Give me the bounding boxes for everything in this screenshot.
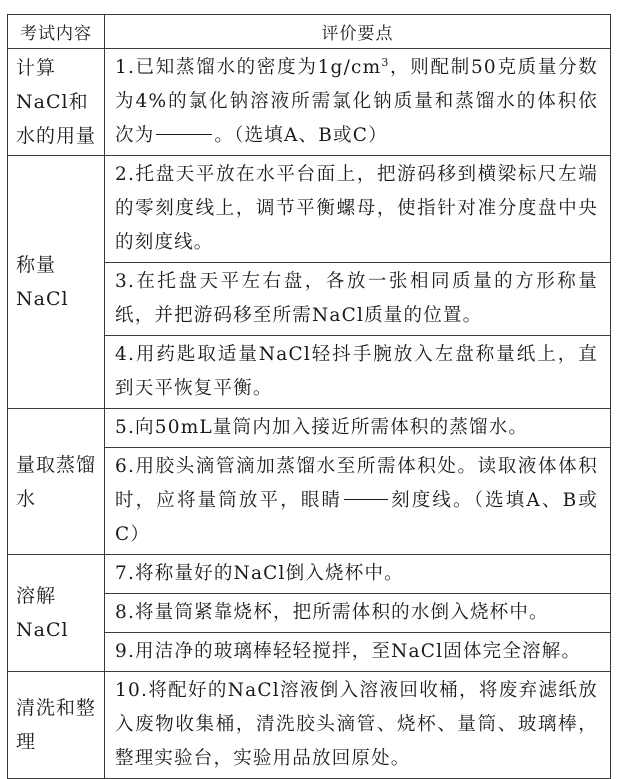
- category-weigh-nacl: 称量NaCl: [8, 156, 105, 409]
- item-6-text-b: 刻度线。（选填A、B或C）: [115, 490, 599, 545]
- header-row: [8, 15, 611, 49]
- answer-blank-1: [156, 133, 212, 135]
- header-evaluation-points: 评价要点: [105, 15, 611, 49]
- item-1-superscript: 3: [381, 55, 390, 69]
- item-1-text-c: 。（选填A、B或C）: [214, 125, 388, 146]
- evaluation-item-9: 9.用洁净的玻璃棒轻轻搅拌，至NaCl固体完全溶解。: [105, 633, 611, 672]
- table-row: [8, 156, 611, 263]
- table-row: [8, 49, 611, 156]
- category-calc-nacl-water: 计算NaCl和水的用量: [8, 49, 105, 156]
- evaluation-table: [7, 14, 611, 779]
- category-clean-and-tidy: 清洗和整理: [8, 672, 105, 779]
- evaluation-item-8: 8.将量筒紧靠烧杯，把所需体积的水倒入烧杯中。: [105, 594, 611, 633]
- category-dissolve-nacl: 溶解NaCl: [8, 555, 105, 672]
- evaluation-item-3: 3.在托盘天平左右盘，各放一张相同质量的方形称量纸，并把游码移至所需NaCl质量的位置。: [105, 263, 611, 336]
- table-row: [8, 409, 611, 448]
- evaluation-item-7: 7.将称量好的NaCl倒入烧杯中。: [105, 555, 611, 594]
- evaluation-item-2: 2.托盘天平放在水平台面上，把游码移到横梁标尺左端的零刻度线上，调节平衡螺母，使指针对准分度盘中央的刻度线。: [105, 156, 611, 263]
- table-row: [8, 555, 611, 594]
- header-exam-content: 考试内容: [8, 15, 105, 49]
- evaluation-item-10: 10.将配好的NaCl溶液倒入溶液回收桶，将废弃滤纸放入废物收集桶，清洗胶头滴管、烧杯、量筒、玻璃棒，整理实验台，实验用品放回原处。: [105, 672, 611, 779]
- table-row: [8, 672, 611, 779]
- item-1-text-a: 1.已知蒸馏水的密度为1g/cm: [115, 57, 382, 78]
- evaluation-item-6: [105, 448, 611, 555]
- answer-blank-2: [344, 498, 388, 500]
- evaluation-item-5: 5.向50mL量筒内加入接近所需体积的蒸馏水。: [105, 409, 611, 448]
- item-6-text-a: 6.用胶头滴管滴加蒸馏水至所需体积处。读取液体体积时，应将量筒放平，眼睛: [115, 456, 598, 511]
- evaluation-item-4: 4.用药匙取适量NaCl轻抖手腕放入左盘称量纸上，直到天平恢复平衡。: [105, 336, 611, 409]
- item-1-text-b: ，则配制50克质量分数为4%的氯化钠溶液所需氯化钠质量和蒸馏水的体积依次为: [115, 57, 598, 146]
- category-measure-water: 量取蒸馏水: [8, 409, 105, 555]
- evaluation-item-1: [105, 49, 611, 156]
